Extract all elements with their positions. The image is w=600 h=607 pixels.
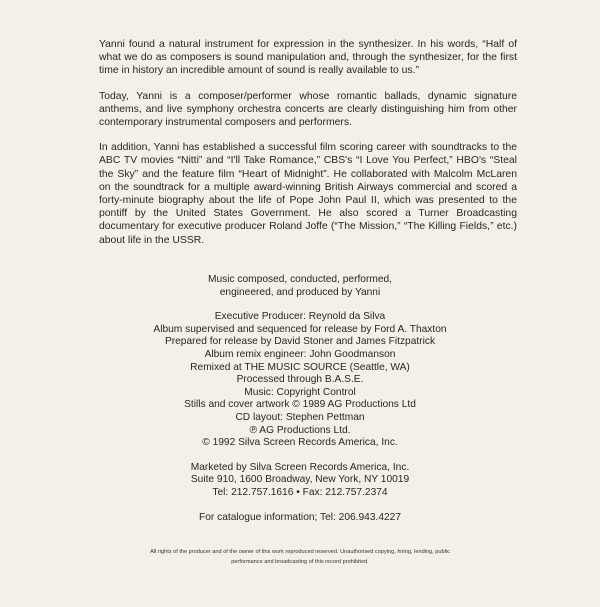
credit-line: Prepared for release by David Stoner and James Fitzpatrick (164, 336, 436, 348)
credit-intro-line: Music composed, conducted, performed, (207, 274, 393, 285)
credit-line: Processed through B.A.S.E. (236, 374, 364, 386)
credit-line: ℗ AG Productions Ltd. (249, 424, 351, 436)
credit-line: CD layout: Stephen Pettman (235, 411, 365, 423)
credit-line: Remixed at THE MUSIC SOURCE (Seattle, WA) (190, 361, 410, 373)
bio-paragraph-3: In addition, Yanni has established a successful film scoring career with soundtracks to the ABC TV movies “Nitti” and “I'll Take Romance,” CBS's “I Love You Perfect,” HBO's “Steal the Sky” and the feature film “Heart of Midnight”. He collaborated with Malcolm McLaren on the soundtrack for a multiple award-winning British Airways commercial and scored a forty-minute biography about the life of Pope John Paul II, which was presented to the pontiff by the United States Government. He also scored a Turner Broadcasting documentary for executive producer Roland Joffe (“The Mission,” “The Killing Fields,” etc.) about life in the USSR. (99, 142, 517, 246)
rights-notice (90, 548, 510, 567)
credit-line: Music: Copyright Control (244, 386, 356, 398)
credit-line: Executive Producer: Reynold da Silva (214, 311, 386, 323)
catalogue-info: For catalogue information; Tel: 206.943.4227 (199, 511, 401, 523)
marketing-line: Suite 910, 1600 Broadway, New York, NY 10019 (190, 474, 410, 486)
rights-line-1: All rights of the producer and of the owner of this work reproduced reserved. Unauthorised copying, hiring, lending, public (150, 549, 450, 555)
bio-paragraph-2: Today, Yanni is a composer/performer whose romantic ballads, dynamic signature anthems, and live symphony orchestra concerts are clearly distinguishing him from other contemporary instrumental composers and performers. (99, 90, 517, 129)
marketing-line: Marketed by Silva Screen Records America, Inc. (190, 461, 410, 473)
credits-section (100, 274, 500, 524)
credit-intro-line: engineered, and produced by Yanni (219, 286, 381, 298)
rights-line-2: performance and broadcasting of this record prohibited. (231, 558, 369, 565)
credit-line: Album remix engineer: John Goodmanson (204, 348, 396, 360)
bio-paragraph-1: Yanni found a natural instrument for expression in the synthesizer. In his words, “Half of what we do as composers is sound manipulation and, through the synthesizer, for the first time in history an incredible amount of sound is really available to us.” (99, 39, 517, 77)
credit-line: Stills and cover artwork © 1989 AG Productions Ltd (184, 399, 416, 411)
credit-line: © 1992 Silva Screen Records America, Inc. (202, 437, 398, 449)
credit-line: Album supervised and sequenced for release by Ford A. Thaxton (153, 323, 447, 335)
biography-section (99, 38, 517, 259)
marketing-line: Tel: 212.757.1616 • Fax: 212.757.2374 (212, 486, 388, 498)
